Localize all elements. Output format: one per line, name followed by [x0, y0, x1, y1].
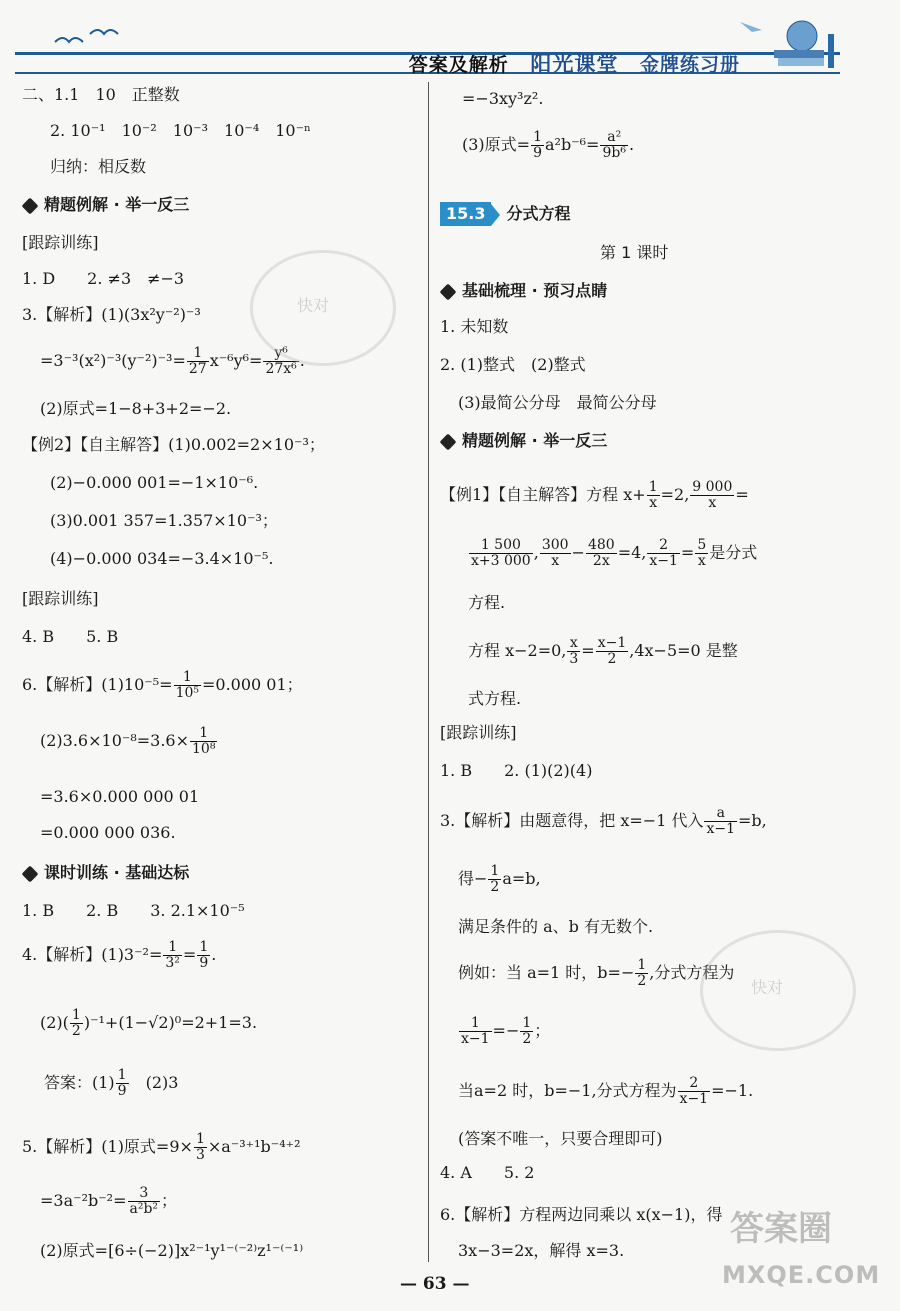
- right-line-3: 1. 未知数: [440, 317, 509, 336]
- fraction: $\frac{1}{2}$: [71, 1007, 81, 1039]
- right-line-10: 式方程.: [468, 689, 522, 708]
- right-line-21: 3x−3=2x，解得 x=3.: [458, 1241, 625, 1260]
- globe-books-icon: [740, 14, 850, 76]
- fraction: $\frac{1 500}{x+3 000}$: [471, 537, 531, 569]
- fraction: $\frac{3}{\text{a²b²}}$: [129, 1185, 159, 1217]
- right-line-12: 3.【解析】由题意得，把 x=−1 代入 $\frac{a}{x-1}$ =b,: [440, 805, 767, 837]
- fraction: $\frac{9 000}{x}$: [692, 479, 733, 511]
- fraction: $\frac{1}{9}$: [117, 1067, 127, 1099]
- diamond-icon: [440, 433, 457, 450]
- fraction: $\frac{x}{3}$: [569, 635, 579, 667]
- column-divider: [428, 82, 429, 1262]
- track-training-label-3: [跟踪训练]: [440, 723, 517, 742]
- right-line-15: 例如：当 a=1 时，b=− $\frac{1}{2}$ ,分式方程为: [458, 957, 735, 989]
- left-line-16: =0.000 000 036.: [40, 823, 176, 842]
- left-line-9: (2)−0.000 001=−1×10⁻⁶.: [50, 473, 259, 492]
- track-training-label-1: [跟踪训练]: [22, 233, 99, 252]
- right-line-18: (答案不唯一，只要合理即可): [458, 1129, 663, 1148]
- right-line-8: 方程.: [468, 593, 506, 612]
- left-line-19: (2)( $\frac{1}{2}$ )⁻¹+(1−√2)⁰=2+1=3.: [40, 1007, 258, 1039]
- page-header: [0, 0, 900, 82]
- fraction: $\frac{1}{\text{3²}}$: [165, 939, 180, 971]
- fraction: $\frac{2}{x-1}$: [649, 537, 678, 569]
- left-line-18: 4.【解析】(1)3⁻²= $\frac{1}{\text{3²}}$ = $\frac{1}{9}$ .: [22, 939, 217, 971]
- fraction: $\frac{1}{2}$: [522, 1015, 532, 1047]
- header-series: 金牌练习册: [639, 54, 740, 76]
- birds-icon: [50, 22, 120, 52]
- fraction: $\frac{480}{2x}$: [587, 537, 615, 569]
- site-watermark-logo: 答案圈: [730, 1209, 832, 1249]
- left-line-11: (4)−0.000 034=−3.4×10⁻⁵.: [50, 549, 274, 568]
- fraction: $\frac{1}{2}$: [490, 863, 500, 895]
- track-training-label-2: [跟踪训练]: [22, 589, 99, 608]
- fraction: $\frac{1}{3}$: [195, 1131, 205, 1163]
- right-line-7: $\frac{1 500}{x+3 000}$ , $\frac{300}{x}$ − $\frac{480}{2x}$ =4, $\frac{2}{x-1}$ = $\frac{5}{x}$ 是分式: [471, 537, 758, 569]
- left-line-10: (3)0.001 357=1.357×10⁻³；: [50, 511, 278, 530]
- section-badge: 15.3: [440, 202, 491, 226]
- left-line-1: 二、1.1 10 正整数: [22, 85, 180, 104]
- fraction: $\frac{1}{x-1}$: [461, 1015, 490, 1047]
- right-line-16: $\frac{1}{x-1}$ =− $\frac{1}{2}$ ；: [461, 1015, 551, 1047]
- left-line-13: 6.【解析】(1)10⁻⁵= $\frac{1}{\text{10⁵}}$ =0.000 01；: [22, 669, 303, 701]
- left-line-20: 答案：(1) $\frac{1}{9}$ (2)3: [44, 1067, 179, 1099]
- right-line-6: 【例1】【自主解答】方程 x+ $\frac{1}{x}$ =2, $\frac{9 000}{x}$ =: [440, 479, 749, 511]
- left-line-6: =3⁻³(x²)⁻³(y⁻²)⁻³= $\frac{1}{27}$ x⁻⁶y⁶= $\frac{\text{y⁶}}{\text{27x⁶}}$ .: [40, 345, 305, 377]
- stamp-watermark-1: 快对: [250, 250, 396, 366]
- right-line-20: 6.【解析】方程两边同乘以 x(x−1)，得: [440, 1205, 723, 1224]
- right-line-14: 满足条件的 a、b 有无数个.: [458, 917, 654, 936]
- fraction: $\frac{\text{y⁶}}{\text{27x⁶}}$: [265, 345, 297, 377]
- fraction: $\frac{1}{x}$: [648, 479, 658, 511]
- left-line-14: (2)3.6×10⁻⁸=3.6× $\frac{1}{\text{10⁸}}$: [40, 725, 216, 757]
- left-line-23: (2)原式=[6÷(−2)]x²⁻¹y¹⁻⁽⁻²⁾z¹⁻⁽⁻¹⁾: [40, 1241, 304, 1260]
- left-line-5: 3.【解析】(1)(3x²y⁻²)⁻³: [22, 305, 201, 324]
- left-line-4: 1. D 2. ≠3 ≠−3: [22, 269, 185, 288]
- right-line-13: 得− $\frac{1}{2}$ a=b,: [458, 863, 541, 895]
- fraction: $\frac{1}{\text{10⁸}}$: [192, 725, 216, 757]
- right-line-19: 4. A 5. 2: [440, 1163, 535, 1182]
- right-line-4: 2. (1)整式 (2)整式: [440, 355, 586, 374]
- fraction: $\frac{5}{x}$: [697, 537, 707, 569]
- arrow-icon: [491, 204, 500, 226]
- stamp-watermark-2: 快对: [700, 930, 856, 1051]
- header-title-group: [409, 48, 740, 78]
- left-line-17: 1. B 2. B 3. 2.1×10⁻⁵: [22, 901, 245, 920]
- header-brand: 阳光课堂: [530, 52, 619, 76]
- left-line-7: (2)原式=1−8+3+2=−2.: [40, 399, 232, 418]
- fraction: $\frac{2}{x-1}$: [679, 1075, 709, 1107]
- lesson-label: 第 1 课时: [600, 243, 669, 262]
- section-heading-4: 精题例解 · 举一反三: [442, 430, 607, 452]
- diamond-icon: [440, 283, 457, 300]
- right-line-9: 方程 x−2=0, $\frac{x}{3}$ = $\frac{x-1}{2}$ ,4x−5=0 是整: [468, 635, 738, 667]
- site-watermark-url: MXQE.COM: [722, 1261, 881, 1289]
- fraction: $\frac{\text{a²}}{\text{9b⁶}}$: [602, 129, 626, 161]
- diamond-icon: [22, 865, 39, 882]
- right-line-17: 当a=2 时，b=−1,分式方程为 $\frac{2}{x-1}$ =−1.: [458, 1075, 754, 1107]
- right-line-2: (3)原式= $\frac{1}{9}$ a²b⁻⁶= $\frac{\text{a²}}{\text{9b⁶}}$ .: [462, 129, 635, 161]
- fraction: $\frac{1}{27}$: [188, 345, 207, 377]
- page-number: — 63 —: [400, 1274, 470, 1294]
- diamond-icon: [22, 197, 39, 214]
- section-heading-3: 基础梳理 · 预习点睛: [442, 280, 607, 302]
- right-line-11: 1. B 2. (1)(2)(4): [440, 761, 593, 780]
- right-line-5: (3)最简公分母 最简公分母: [458, 393, 657, 412]
- fraction: $\frac{1}{9}$: [199, 939, 209, 971]
- fraction: $\frac{1}{\text{10⁵}}$: [175, 669, 199, 701]
- left-line-12: 4. B 5. B: [22, 627, 119, 646]
- left-line-2: 2. 10⁻¹ 10⁻² 10⁻³ 10⁻⁴ 10⁻ⁿ: [50, 121, 311, 140]
- left-line-21: 5.【解析】(1)原式=9× $\frac{1}{3}$ ×a⁻³⁺¹b⁻⁴⁺²: [22, 1131, 301, 1163]
- left-line-3: 归纳：相反数: [50, 157, 147, 176]
- section-15-3-title: 15.3 分式方程: [440, 202, 571, 226]
- fraction: $\frac{a}{x-1}$: [706, 805, 736, 837]
- section-heading-1: 精题例解 · 举一反三: [24, 194, 189, 216]
- fraction: $\frac{x-1}{2}$: [597, 635, 627, 667]
- left-line-15: =3.6×0.000 000 01: [40, 787, 200, 806]
- fraction: $\frac{1}{9}$: [533, 129, 542, 161]
- left-line-22: =3a⁻²b⁻²= $\frac{3}{\text{a²b²}}$ ；: [40, 1185, 178, 1217]
- right-line-1: =−3xy³z².: [462, 89, 544, 108]
- fraction: $\frac{1}{2}$: [637, 957, 647, 989]
- left-line-8: 【例2】【自主解答】(1)0.002=2×10⁻³；: [22, 435, 325, 454]
- header-title: 答案及解析: [408, 54, 509, 76]
- fraction: $\frac{300}{x}$: [541, 537, 569, 569]
- section-heading-2: 课时训练 · 基础达标: [24, 862, 189, 884]
